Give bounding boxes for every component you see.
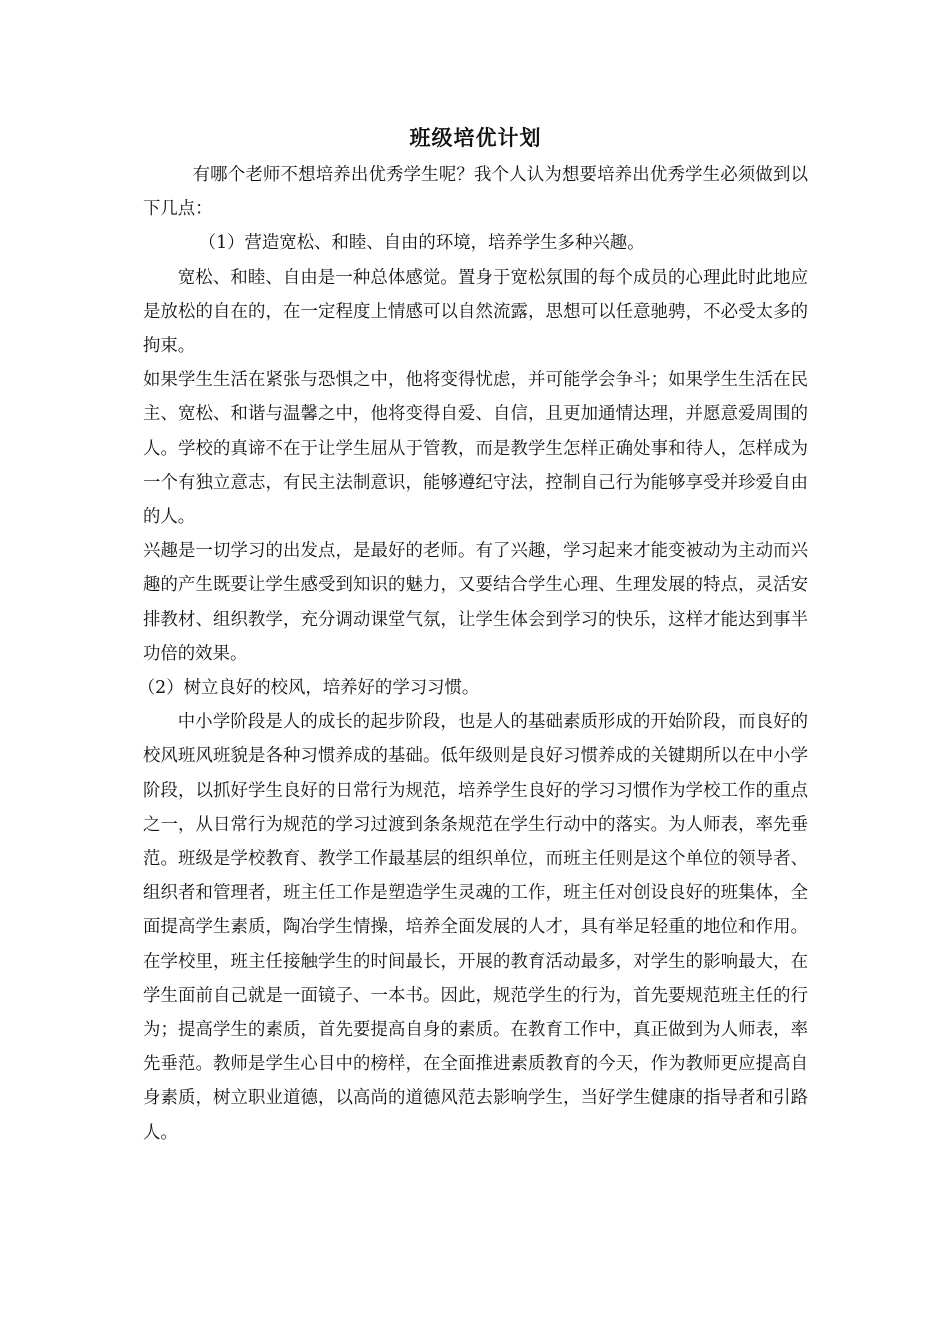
document-title: 班级培优计划 <box>409 125 542 150</box>
intro-paragraph: 有哪个老师不想培养出优秀学生呢？我个人认为想要培养出优秀学生必须做到以下几点： <box>143 165 808 220</box>
body-paragraph: 宽松、和睦、自由是一种总体感觉。置身于宽松氛围的每个成员的心理此时此地应是放松的自在的，在一定程度上情感可以自然流露，思想可以任意驰骋，不必受太多的拘束。 <box>143 267 808 357</box>
body-paragraph: 如果学生生活在紧张与恐惧之中，他将变得忧虑，并可能学会争斗；如果学生生活在民主、宽松、和谐与温馨之中，他将变得自爱、自信，且更加通情达理，并愿意爱周围的人。学校的真谛不在于让学生屈从于管教，而是教学生怎样正确处事和待人，怎样成为一个有独立意志，有民主法制意识，能够遵纪守法，控制自己行为能够享受并珍爱自由的人。 <box>143 370 808 528</box>
body-paragraph: 中小学阶段是人的成长的起步阶段，也是人的基础素质形成的开始阶段，而良好的校风班风班貌是各种习惯养成的基础。低年级则是良好习惯养成的关键期所以在中小学阶段，以抓好学生良好的日常行为规范，培养学生良好的学习习惯作为学校工作的重点之一，从日常行为规范的学习过渡到条条规范在学生行动中的落实。为人师表，率先垂范。班级是学校教育、教学工作最基层的组织单位，而班主任则是这个单位的领导者、组织者和管理者，班主任工作是塑造学生灵魂的工作，班主任对创设良好的班集体，全面提高学生素质，陶冶学生情操，培养全面发展的人才，具有举足轻重的地位和作用。在学校里，班主任接触学生的时间最长，开展的教育活动最多，对学生的影响最大，在学生面前自己就是一面镜子、一本书。因此，规范学生的行为，首先要规范班主任的行为；提高学生的素质，首先要提高自身的素质。在教育工作中，真正做到为人师表，率先垂范。教师是学生心目中的榜样，在全面推进素质教育的今天，作为教师更应提高自身素质，树立职业道德，以高尚的道德风范去影响学生，当好学生健康的指导者和引路人。 <box>143 712 808 1143</box>
section-heading-1: （1）营造宽松、和睦、自由的环境，培养学生多种兴趣。 <box>198 233 645 254</box>
document-page <box>137 118 808 1150</box>
body-paragraph: 兴趣是一切学习的出发点，是最好的老师。有了兴趣，学习起来才能变被动为主动而兴趣的产生既要让学生感受到知识的魅力，又要结合学生心理、生理发展的特点，灵活安排教材、组织教学，充分调动课堂气氛，让学生体会到学习的快乐，这样才能达到事半功倍的效果。 <box>143 541 808 664</box>
section-heading-2: （2）树立良好的校风，培养好的学习习惯。 <box>137 678 480 699</box>
